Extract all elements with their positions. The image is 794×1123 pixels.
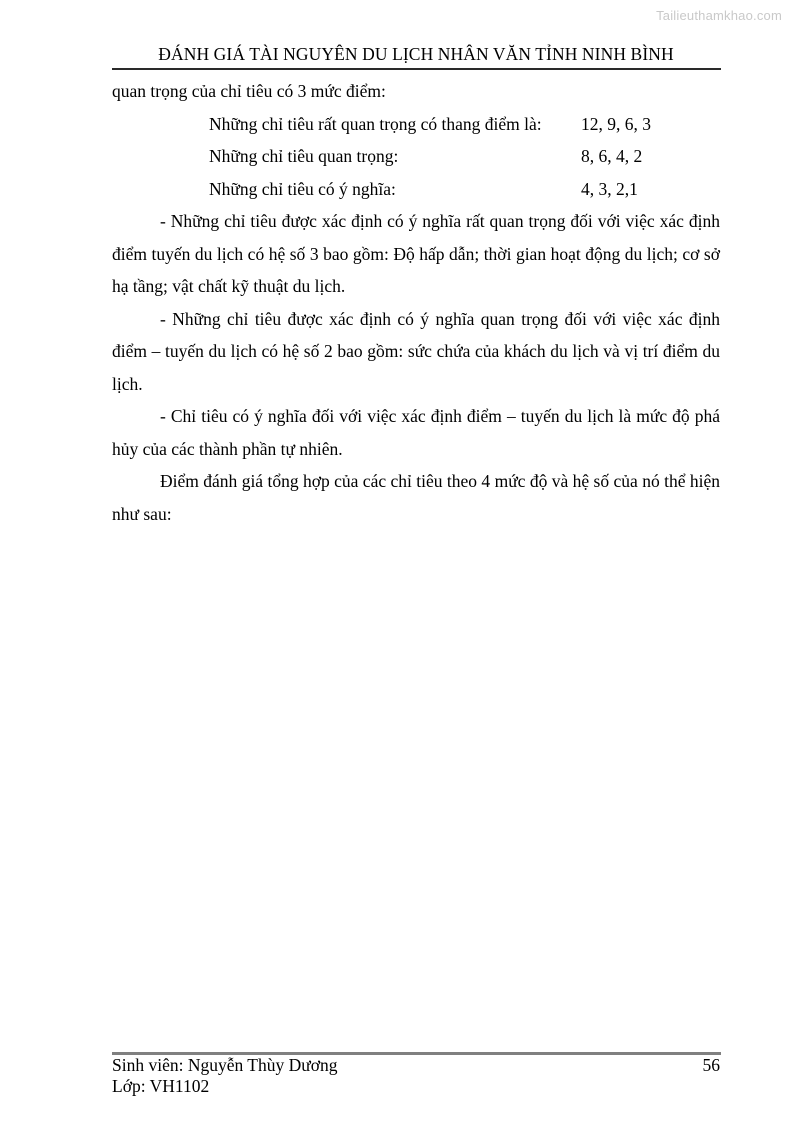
scale-row-very-important [112,108,720,141]
header-divider [112,68,721,70]
student-name: Sinh viên: Nguyễn Thùy Dương [112,1055,338,1075]
scale-row-meaningful [112,173,720,206]
running-header-title: ĐÁNH GIÁ TÀI NGUYÊN DU LỊCH NHÂN VĂN TỈNH NINH BÌNH [158,44,674,64]
scale-values: 12, 9, 6, 3 [581,113,651,134]
document-body [112,75,720,530]
paragraph: - Những chỉ tiêu được xác định có ý nghĩa rất quan trọng đối với việc xác định điểm tuyến du lịch có hệ số 3 bao gồm: Độ hấp dẫn; thời gian hoạt động du lịch; cơ sở hạ tầng; vật chất kỹ thuật du lịch. [112,211,720,296]
scale-values: 4, 3, 2,1 [581,178,638,199]
page-footer [112,1055,720,1097]
scale-label: Những chỉ tiêu có ý nghĩa: [209,178,396,199]
paragraph: - Những chỉ tiêu được xác định có ý nghĩa quan trọng đối với việc xác định điểm – tuyến du lịch có hệ số 2 bao gồm: sức chứa của khách du lịch và vị trí điểm du lịch. [112,308,720,394]
scale-label: Những chỉ tiêu quan trọng: [209,146,399,166]
scale-row-important [112,140,720,173]
scale-values: 8, 6, 4, 2 [581,146,643,166]
intro-line: quan trọng của chỉ tiêu có 3 mức điểm: [112,81,386,101]
paragraph: Điểm đánh giá tổng hợp của các chỉ tiêu theo 4 mức độ và hệ số của nó thể hiện như sau: [112,471,720,524]
page-number: 56 [702,1055,720,1075]
class-code: Lớp: VH1102 [112,1076,210,1096]
paragraph: - Chỉ tiêu có ý nghĩa đối với việc xác định điểm – tuyến du lịch là mức độ phá hủy của các thành phần tự nhiên. [112,406,720,459]
scale-label: Những chỉ tiêu rất quan trọng có thang điểm là: [209,113,542,134]
watermark: Tailieuthamkhao.com [656,8,782,23]
